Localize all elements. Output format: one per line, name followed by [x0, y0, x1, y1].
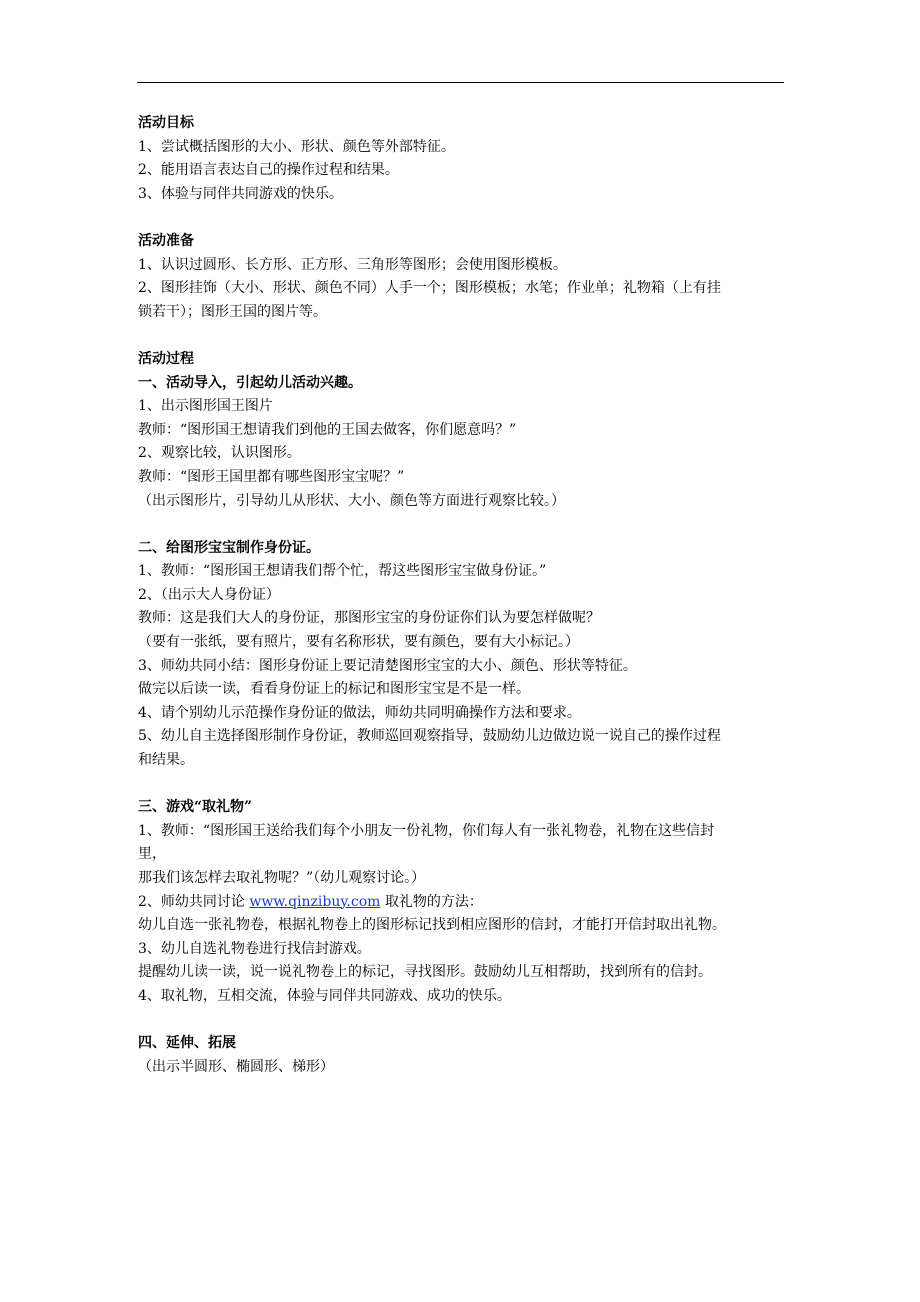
part1-line: 1、出示图形国王图片 [138, 398, 273, 415]
part1-line: 教师：“图形王国里都有哪些图形宝宝呢？” [138, 468, 405, 485]
preparation-item: 锁若干）；图形王国的图片等。 [138, 303, 327, 320]
part3-heading: 三、游戏“取礼物” [138, 799, 253, 816]
part1-heading: 一、活动导入，引起幼儿活动兴趣。 [138, 374, 362, 391]
spacer [138, 773, 798, 797]
website-link[interactable]: www.qinzibuy.com [249, 893, 381, 910]
preparation-item: 2、图形挂饰（大小、形状、颜色不同）人手一个；图形模板；水笔；作业单；礼物箱（上有挂 [138, 280, 721, 297]
part2-line: （要有一张纸，要有照片，要有名称形状，要有颜色，要有大小标记。） [138, 634, 579, 651]
part3-line: 4、取礼物，互相交流，体验与同伴共同游戏、成功的快乐。 [138, 987, 511, 1004]
header-rule [137, 82, 784, 83]
part4-line: （出示半圆形、椭圆形、梯形） [138, 1058, 334, 1075]
document-body [138, 112, 798, 1079]
preparation-heading: 活动准备 [138, 232, 194, 249]
goals-heading: 活动目标 [138, 115, 194, 131]
part1-line: 教师：“图形国王想请我们到他的王国去做客，你们愿意吗？” [138, 421, 517, 438]
part2-line: 和结果。 [138, 752, 194, 769]
goals-item: 3、体验与同伴共同游戏的快乐。 [138, 185, 343, 202]
part3-line: 里， [138, 846, 166, 863]
part3-line: 幼儿自选一张礼物卷，根据礼物卷上的图形标记找到相应图形的信封，才能打开信封取出礼物。 [138, 917, 726, 934]
part3-line: 提醒幼儿读一读，说一说礼物卷上的标记，寻找图形。鼓励幼儿互相帮助，找到所有的信封。 [138, 964, 712, 981]
goals-item: 1、尝试概括图形的大小、形状、颜色等外部特征。 [138, 138, 455, 155]
part2-line: 教师：这是我们大人的身份证，那图形宝宝的身份证你们认为要怎样做呢？ [138, 610, 600, 627]
part1-line: （出示图形片，引导幼儿从形状、大小、颜色等方面进行观察比较。） [138, 492, 565, 509]
part2-line: 3、师幼共同小结：图形身份证上要记清楚图形宝宝的大小、颜色、形状等特征。 [138, 657, 637, 674]
part2-line: 4、请个别幼儿示范操作身份证的做法，师幼共同明确操作方法和要求。 [138, 704, 581, 721]
part3-discuss-line [138, 891, 798, 915]
goals-item: 2、能用语言表达自己的操作过程和结果。 [138, 162, 399, 179]
process-heading: 活动过程 [138, 350, 194, 367]
discuss-prefix: 2、师幼共同讨论 [138, 893, 250, 910]
part2-line: 5、幼儿自主选择图形制作身份证，教师巡回观察指导，鼓励幼儿边做边说一说自己的操作过程 [138, 728, 721, 745]
spacer [138, 324, 798, 348]
spacer [138, 206, 798, 230]
part2-heading: 二、给图形宝宝制作身份证。 [138, 539, 320, 556]
spacer [138, 1009, 798, 1033]
part1-line: 2、观察比较，认识图形。 [138, 445, 301, 462]
part3-line: 1、教师：“图形国王送给我们每个小朋友一份礼物，你们每人有一张礼物卷，礼物在这些信封 [138, 822, 715, 839]
part2-line: 1、教师：“图形国王想请我们帮个忙，帮这些图形宝宝做身份证。” [138, 563, 547, 580]
spacer [138, 513, 798, 537]
part2-line: 做完以后读一读，看看身份证上的标记和图形宝宝是不是一样。 [138, 681, 530, 698]
part3-line: 3、幼儿自选礼物卷进行找信封游戏。 [138, 940, 371, 957]
part3-line: 那我们该怎样去取礼物呢？”（幼儿观察讨论。） [138, 870, 426, 886]
part4-heading: 四、延伸、拓展 [138, 1035, 236, 1052]
preparation-item: 1、认识过圆形、长方形、正方形、三角形等图形；会使用图形模板。 [138, 256, 567, 273]
part2-line: 2、（出示大人身份证） [138, 586, 280, 603]
discuss-suffix: 取礼物的方法： [380, 893, 483, 910]
